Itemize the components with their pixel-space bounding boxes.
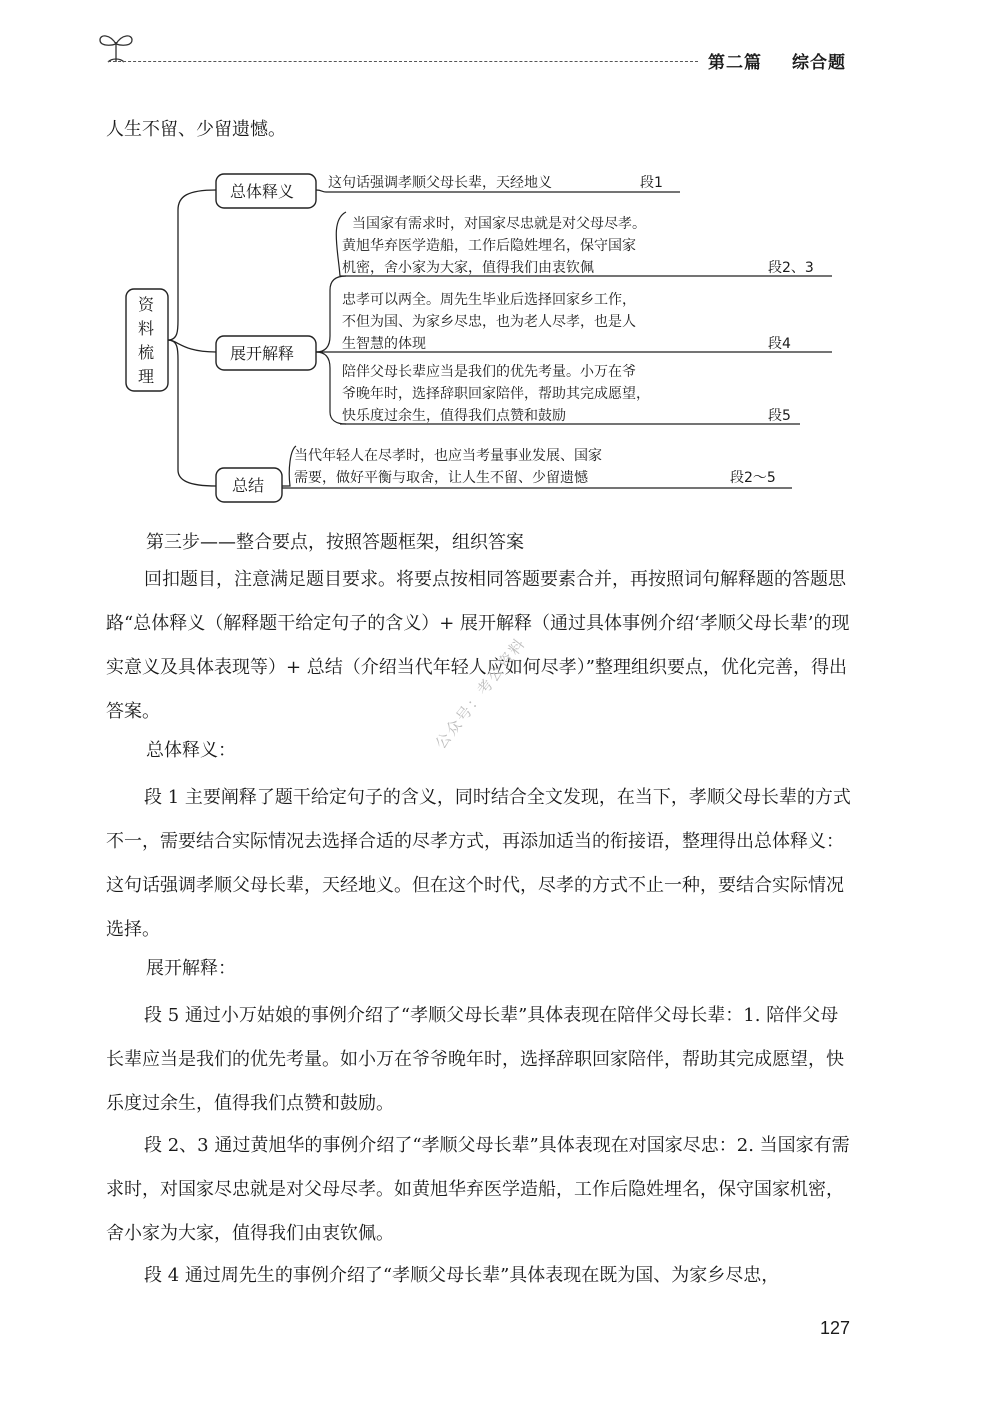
mindmap-item-ref: 段1 xyxy=(640,175,663,191)
mindmap-branch-label: 展开解释 xyxy=(230,344,295,363)
mindmap-root-char: 理 xyxy=(138,367,155,386)
step3-heading: 第三步——整合要点，按照答题框架，组织答案 xyxy=(146,532,524,553)
mindmap-root-char: 梳 xyxy=(138,343,155,362)
mindmap-item-line: 当国家有需求时，对国家尽忠就是对父母尽孝。 xyxy=(352,216,646,232)
para-overall: 段 1 主要阐释了题干给定句子的含义，同时结合全文发现，在当下，孝顺父母长辈的方式不一，需要结合实际情况去选择合适的尽孝方式，再添加适当的衔接语，整理得出总体释义：这句话强调孝顺父母长辈，天经地义。但在这个时代，尽孝的方式不止一种，要结合实际情况选择。 xyxy=(106,787,851,940)
label-expand: 展开解释： xyxy=(146,958,236,979)
mindmap-root-char: 料 xyxy=(138,319,155,338)
mindmap-item-line: 爷晚年时，选择辞职回家陪伴，帮助其完成愿望， xyxy=(342,386,650,402)
mindmap-root-char: 资 xyxy=(138,295,155,314)
para-expand-3: 段 4 通过周先生的事例介绍了“孝顺父母长辈”具体表现在既为国、为家乡尽忠， xyxy=(144,1265,780,1286)
mindmap-item-line: 生智慧的体现 xyxy=(342,336,426,352)
mindmap-item-line: 当代年轻人在尽孝时，也应当考量事业发展、国家 xyxy=(294,448,602,464)
para-expand-2: 段 2、3 通过黄旭华的事例介绍了“孝顺父母长辈”具体表现在对国家尽忠：2. 当国家有需求时，对国家尽忠就是对父母尽孝。如黄旭华弃医学造船，工作后隐姓埋名，保守国家机密，舍小家为大家，值得我们由衷钦佩。 xyxy=(106,1135,850,1244)
mindmap xyxy=(0,0,1000,520)
mindmap-item-ref: 段4 xyxy=(768,336,791,352)
page-number: 127 xyxy=(820,1318,851,1338)
para-intro: 回扣题目，注意满足题目要求。将要点按相同答题要素合并，再按照词句解释题的答题思路“总体释义（解释题干给定句子的含义）+ 展开解释（通过具体事例介绍‘孝顺父母长辈’的现实意义及具体表现等）+ 总结（介绍当代年轻人应如何尽孝）”整理组织要点，优化完善，得出答案。 xyxy=(106,569,850,722)
mindmap-item-ref: 段5 xyxy=(768,408,791,424)
mindmap-item-line: 快乐度过余生，值得我们点赞和鼓励 xyxy=(342,408,566,424)
mindmap-item-line: 不但为国、为家乡尽忠，也为老人尽孝，也是人 xyxy=(342,314,636,330)
para-expand-1: 段 5 通过小万姑娘的事例介绍了“孝顺父母长辈”具体表现在陪伴父母长辈：1. 陪伴父母长辈应当是我们的优先考量。如小万在爷爷晚年时，选择辞职回家陪伴，帮助其完成愿望，快乐度过余生，值得我们点赞和鼓励。 xyxy=(106,1005,844,1114)
mindmap-branch-label: 总结 xyxy=(232,476,265,495)
intro-line: 人生不留、少留遗憾。 xyxy=(106,119,286,140)
mindmap-item-ref: 段2～5 xyxy=(730,470,776,486)
mindmap-item-line: 机密，舍小家为大家，值得我们由衷钦佩 xyxy=(342,260,594,276)
mindmap-item-line: 陪伴父母长辈应当是我们的优先考量。小万在爷 xyxy=(342,364,636,380)
mindmap-item-line: 忠孝可以两全。周先生毕业后选择回家乡工作， xyxy=(342,292,636,308)
header-section: 综合题 xyxy=(792,53,846,73)
header-part: 第二篇 xyxy=(708,53,762,73)
mindmap-branch-label: 总体释义 xyxy=(230,182,295,201)
mindmap-item-line: 需要，做好平衡与取舍，让人生不留、少留遗憾 xyxy=(294,470,588,486)
mindmap-item-line: 这句话强调孝顺父母长辈，天经地义 xyxy=(328,175,552,191)
mindmap-item-ref: 段2、3 xyxy=(768,260,814,276)
watermark: 公众号：考公资料 xyxy=(431,634,530,753)
mindmap-item-line: 黄旭华弃医学造船，工作后隐姓埋名，保守国家 xyxy=(342,238,636,254)
label-overall: 总体释义： xyxy=(146,740,236,761)
